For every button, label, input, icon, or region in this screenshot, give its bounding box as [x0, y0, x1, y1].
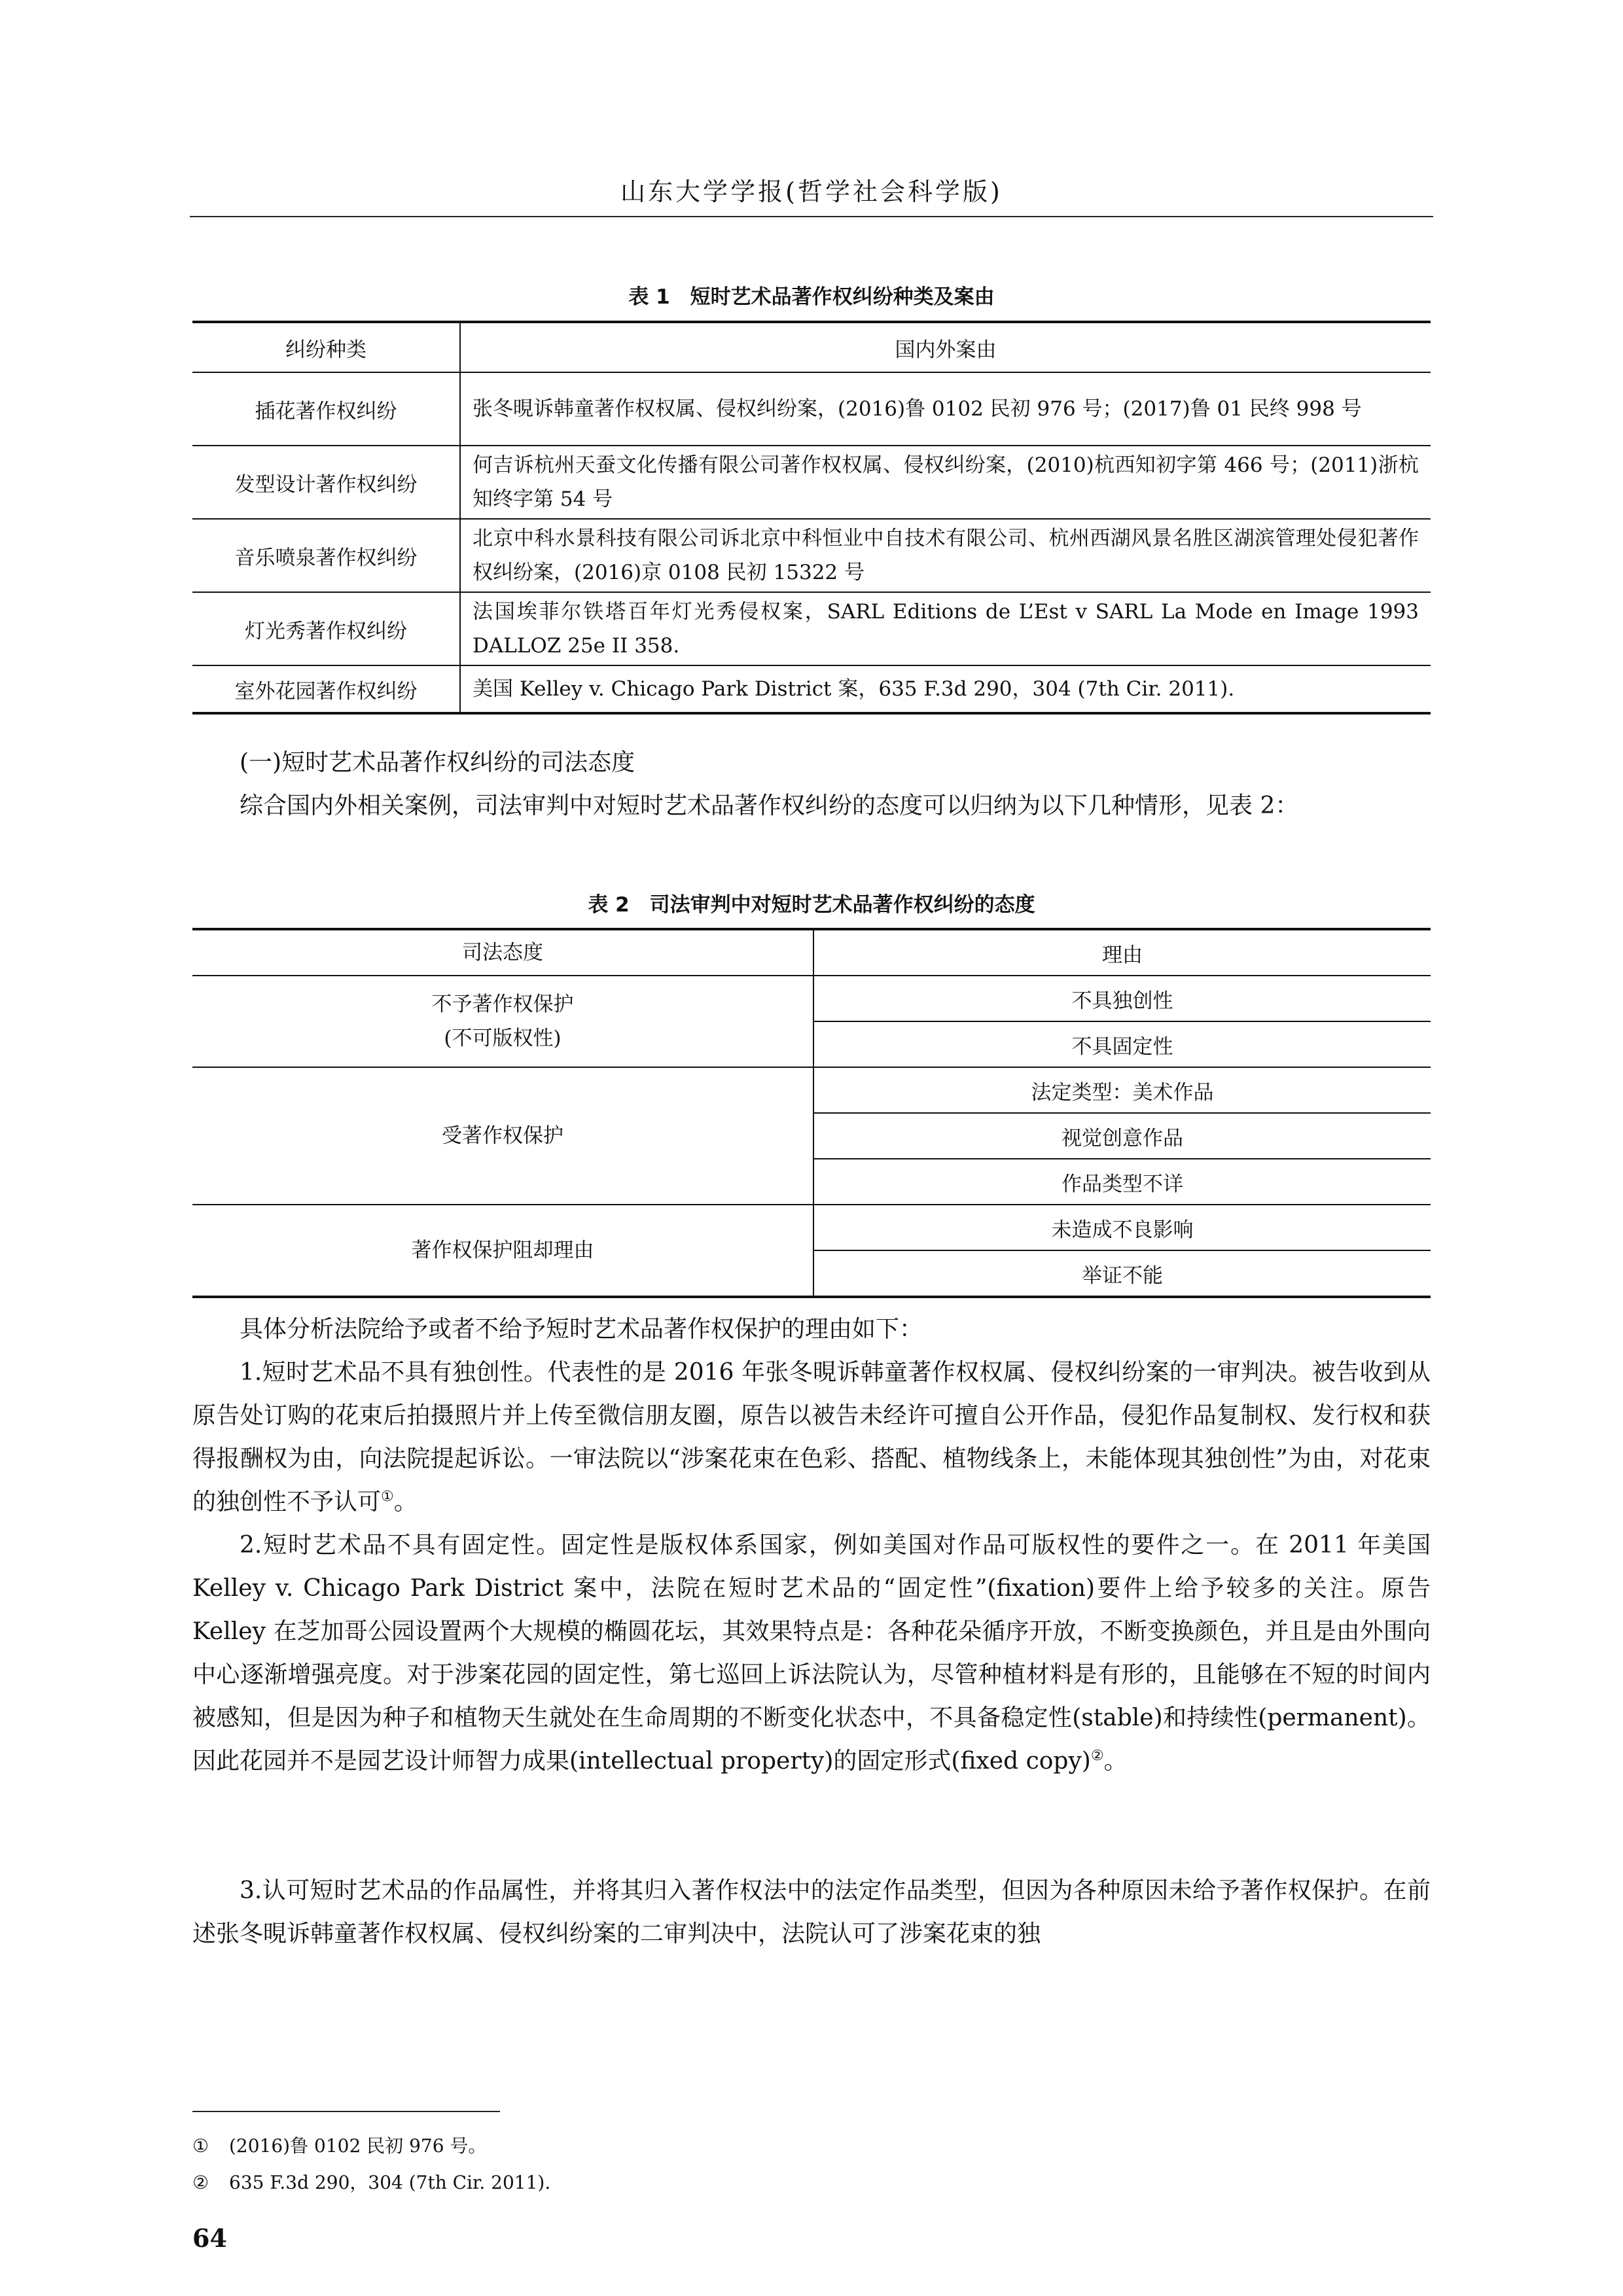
- body-paragraph: [192, 1524, 1431, 1783]
- footnote-text: (2016)鲁 0102 民初 976 号。: [229, 2135, 487, 2157]
- body-paragraph: 具体分析法院给予或者不给予短时艺术品著作权保护的理由如下：: [240, 1316, 923, 1343]
- case-citation: 北京中科水景科技有限公司诉北京中科恒业中自技术有限公司、杭州西湖风景名胜区湖滨管理处侵犯著作权纠纷案，(2016)京 0108 民初 15322 号: [460, 519, 1431, 592]
- table-row: [192, 976, 1431, 1021]
- body-paragraph: 3.认可短时艺术品的作品属性，并将其归入著作权法中的法定作品类型，但因为各种原因未给予著作权保护。在前述张冬晛诉韩童著作权权属、侵权纠纷案的二审判决中，法院认可了涉案花束的独: [192, 1877, 1431, 1947]
- paragraph-end: 。: [393, 1489, 418, 1515]
- footnote: [192, 2132, 486, 2161]
- attitude-cell: [192, 976, 813, 1067]
- paragraph-end: 。: [1103, 1748, 1128, 1775]
- reason-cell: 视觉创意作品: [813, 1113, 1431, 1159]
- attitude-label: 不予著作权保护: [431, 993, 574, 1016]
- case-citation: 张冬晛诉韩童著作权权属、侵权纠纷案，(2016)鲁 0102 民初 976 号；(2017)鲁 01 民终 998 号: [460, 372, 1431, 446]
- table1-caption: 表 1 短时艺术品著作权纠纷种类及案由: [628, 285, 995, 309]
- table-row: [192, 1067, 1431, 1113]
- reason-cell: 未造成不良影响: [813, 1205, 1431, 1250]
- dispute-type: 灯光秀著作权纠纷: [192, 592, 460, 665]
- footnote-text: 635 F.3d 290，304 (7th Cir. 2011).: [229, 2172, 551, 2193]
- table1-header-type: 纠纷种类: [192, 322, 460, 372]
- table-row: [192, 592, 1431, 665]
- dispute-type: 发型设计著作权纠纷: [192, 446, 460, 519]
- header-rule: [190, 216, 1433, 217]
- dispute-type: 音乐喷泉著作权纠纷: [192, 519, 460, 592]
- footnote-ref: ②: [1090, 1748, 1104, 1764]
- running-header: 山东大学学报(哲学社会科学版): [620, 177, 1003, 206]
- section-intro: 综合国内外相关案例，司法审判中对短时艺术品著作权纠纷的态度可以归纳为以下几种情形，见表 2：: [240, 792, 1299, 819]
- attitude-sublabel: (不可版权性): [444, 1027, 562, 1050]
- table-row: [192, 665, 1431, 713]
- body-paragraph: [192, 1351, 1431, 1524]
- reason-cell: 不具固定性: [813, 1021, 1431, 1067]
- reason-cell: 作品类型不详: [813, 1159, 1431, 1205]
- table2-header-attitude: 司法态度: [192, 929, 813, 976]
- attitude-cell: 受著作权保护: [192, 1067, 813, 1205]
- footnote-mark: ②: [192, 2172, 209, 2193]
- reason-cell: 不具独创性: [813, 976, 1431, 1021]
- footnote-mark: ①: [192, 2135, 209, 2157]
- footnote-ref: ①: [381, 1489, 394, 1505]
- footnote-rule: [192, 2111, 500, 2112]
- table2-header-row: [192, 929, 1431, 976]
- case-citation: 美国 Kelley v. Chicago Park District 案，635 F.3d 290，304 (7th Cir. 2011).: [460, 665, 1431, 713]
- table2: [192, 928, 1431, 1298]
- table-row: [192, 446, 1431, 519]
- section-subheading: (一)短时艺术品著作权纠纷的司法态度: [240, 749, 635, 776]
- case-citation: 何吉诉杭州天蚕文化传播有限公司著作权权属、侵权纠纷案，(2010)杭西知初字第 466 号；(2011)浙杭知终字第 54 号: [460, 446, 1431, 519]
- reason-cell: 举证不能: [813, 1250, 1431, 1297]
- dispute-type: 插花著作权纠纷: [192, 372, 460, 446]
- case-citation: 法国埃菲尔铁塔百年灯光秀侵权案，SARL Editions de L’Est v SARL La Mode en Image 1993 DALLOZ 25e II 358.: [460, 592, 1431, 665]
- reason-cell: 法定类型：美术作品: [813, 1067, 1431, 1113]
- table1: [192, 321, 1431, 715]
- table-row: [192, 519, 1431, 592]
- page-number: 64: [192, 2223, 227, 2253]
- paragraph-text: 1.短时艺术品不具有独创性。代表性的是 2016 年张冬晛诉韩童著作权权属、侵权纠纷案的一审判决。被告收到从原告处订购的花束后拍摄照片并上传至微信朋友圈，原告以被告未经许可擅自公开作品，侵犯作品复制权、发行权和获得报酬权为由，向法院提起诉讼。一审法院以“涉案花束在色彩、搭配、植物线条上，未能体现其独创性”为由，对花束的独创性不予认可: [192, 1359, 1431, 1515]
- table2-header-reason: 理由: [813, 929, 1431, 976]
- footnote: [192, 2168, 550, 2197]
- attitude-cell: 著作权保护阻却理由: [192, 1205, 813, 1297]
- table1-header-row: [192, 322, 1431, 372]
- table1-header-cases: 国内外案由: [460, 322, 1431, 372]
- dispute-type: 室外花园著作权纠纷: [192, 665, 460, 713]
- table-row: [192, 1205, 1431, 1250]
- table-row: [192, 372, 1431, 446]
- paragraph-text: 2.短时艺术品不具有固定性。固定性是版权体系国家，例如美国对作品可版权性的要件之一。在 2011 年美国 Kelley v. Chicago Park District 案中，法院在短时艺术品的“固定性”(fixation)要件上给予较多的关注。原告 Kelley 在芝加哥公园设置两个大规模的椭圆花坛，其效果特点是：各种花朵循序开放，不断变换颜色，并且是由外围向中心逐渐增强亮度。对于涉案花园的固定性，第七巡回上诉法院认为，尽管种植材料是有形的，且能够在不短的时间内被感知，但是因为种子和植物天生就处在生命周期的不断变化状态中，不具备稳定性(stable)和持续性(permanent)。因此花园并不是园艺设计师智力成果(intellectual property)的固定形式(fixed copy): [192, 1532, 1431, 1775]
- table2-caption: 表 2 司法审判中对短时艺术品著作权纠纷的态度: [588, 893, 1035, 917]
